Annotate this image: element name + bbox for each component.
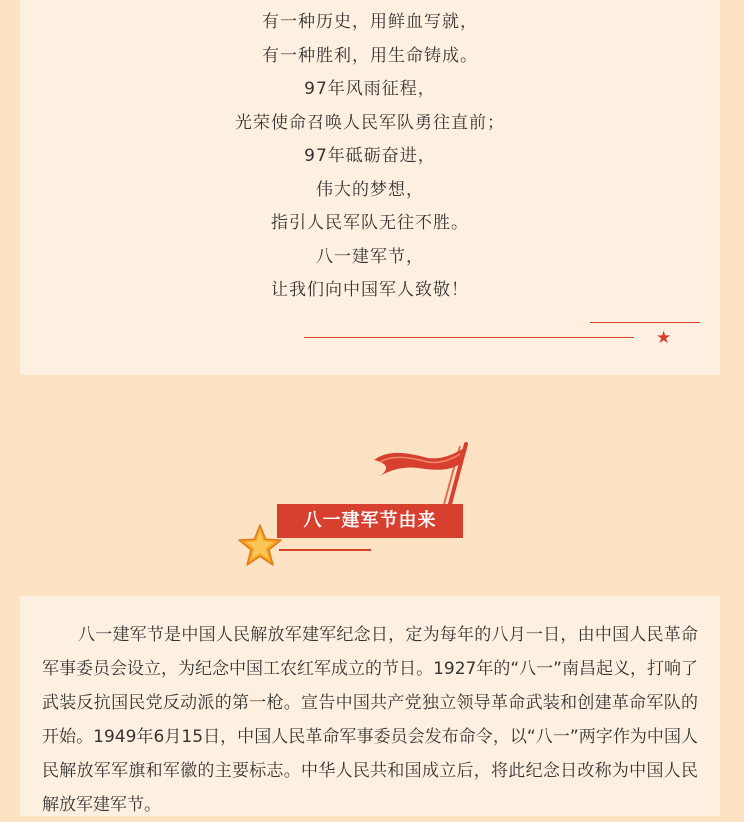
red-flag-icon	[370, 440, 470, 506]
poem-line: 八一建军节，	[316, 246, 424, 267]
poem-card	[20, 0, 720, 375]
gold-star-icon	[237, 523, 283, 569]
poem-line: 指引人民军队无往不胜。	[271, 213, 469, 233]
history-card	[20, 596, 720, 816]
history-paragraph: 八一建军节是中国人民解放军建军纪念日，定为每年的八月一日，由中国人民革命军事委员会设立，为纪念中国工农红军成立的节日。1927年的“八一”南昌起义，打响了武装反抗国民党反动派的第一枪。宣告中国共产党独立领导革命武装和创建革命军队的开始。1949年6月15日，中国人民革命军事委员会发布命令，以“八一”两字作为中国人民解放军军旗和军徽的主要标志。中华人民共和国成立后，将此纪念日改称为中国人民解放军建军节。	[42, 625, 698, 815]
title-underline	[279, 549, 371, 551]
poem-line: 97年砥砺奋进，	[304, 146, 436, 166]
poem-line: 让我们向中国军人致敬！	[271, 280, 469, 300]
decorative-divider	[590, 322, 700, 323]
poem-line: 有一种胜利，用生命铸成。	[262, 45, 478, 66]
section-title: 八一建军节由来	[277, 504, 463, 538]
poem-line: 有一种历史，用鲜血写就，	[262, 12, 478, 32]
red-star-icon: ★	[656, 328, 672, 348]
poem-line: 伟大的梦想，	[316, 179, 424, 200]
poem-line: 光荣使命召唤人民军队勇往直前；	[235, 112, 505, 133]
poem-lines	[20, 6, 720, 308]
poem-line: 97年风雨征程，	[304, 79, 436, 99]
decorative-divider	[304, 337, 634, 338]
